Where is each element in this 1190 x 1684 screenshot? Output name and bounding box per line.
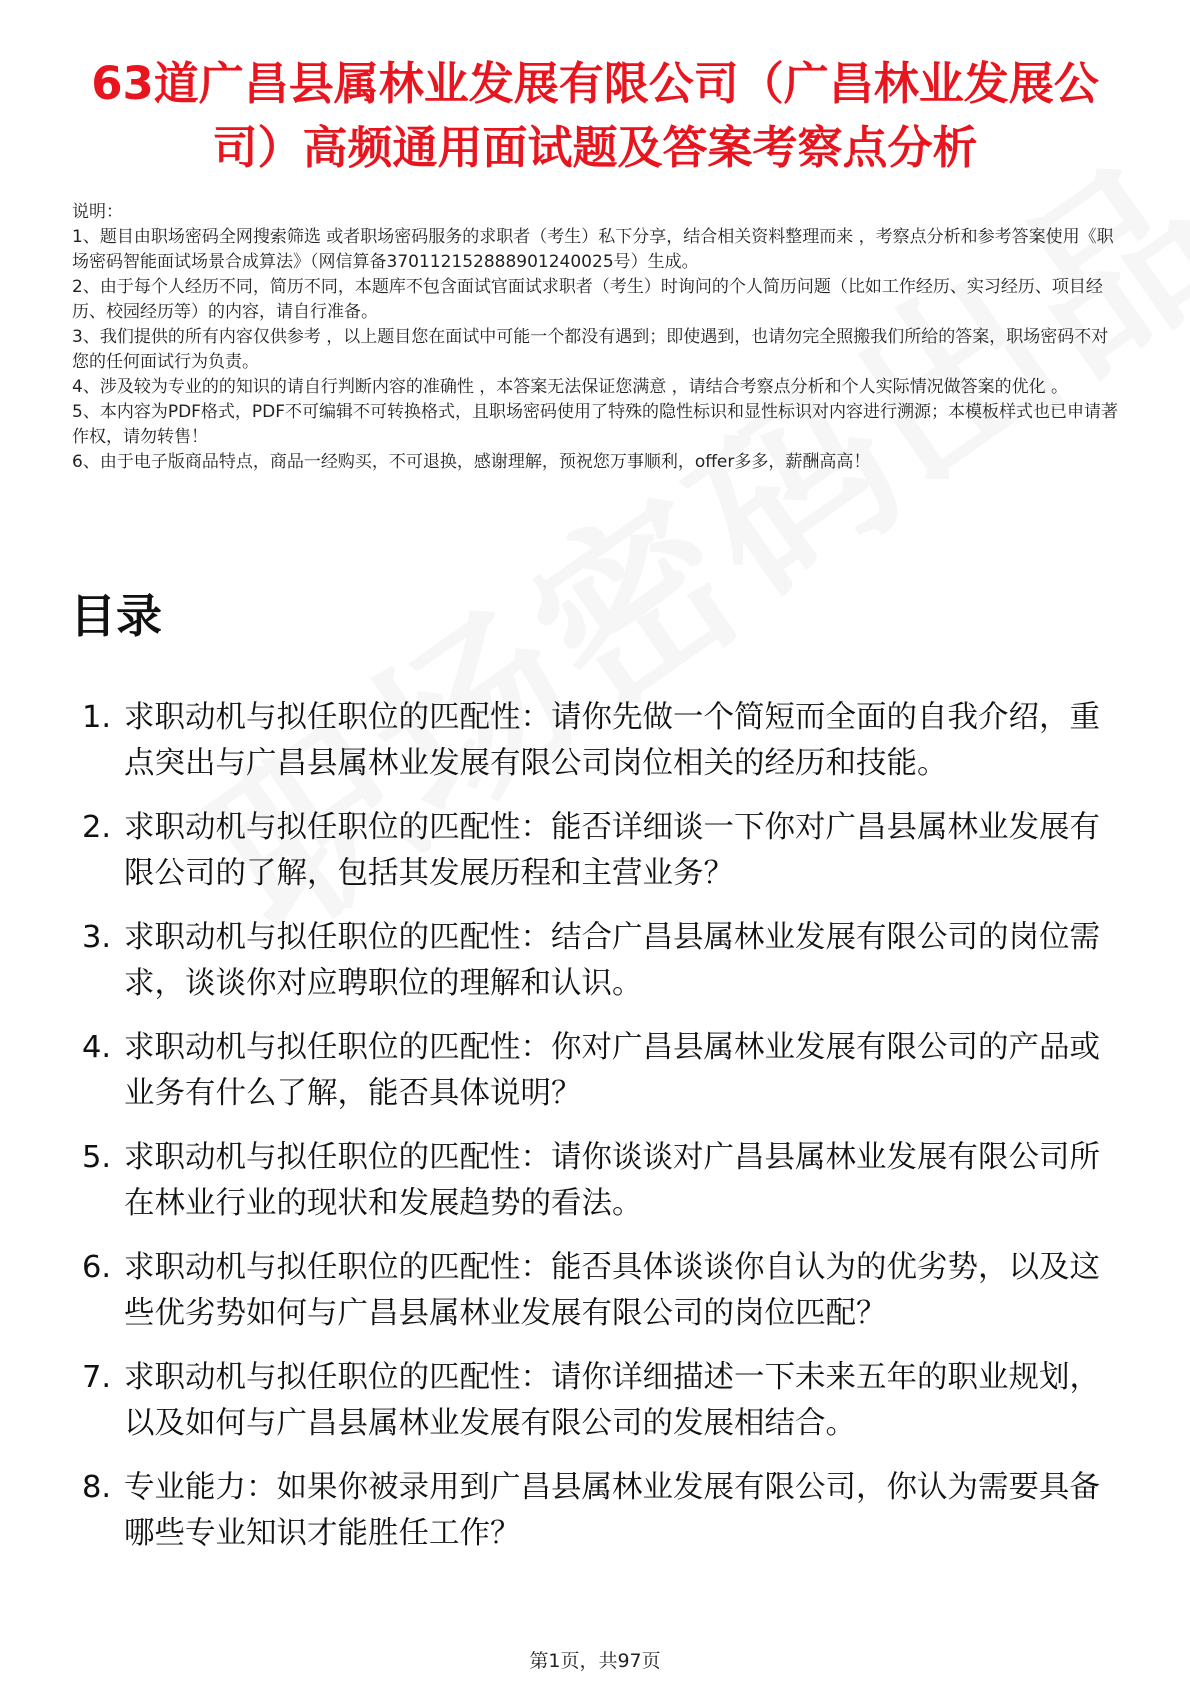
toc-item-text: 求职动机与拟任职位的匹配性：请你先做一个简短而全面的自我介绍，重点突出与广昌县属林业发展有限公司岗位相关的经历和技能。 xyxy=(124,700,1100,781)
toc-item-number: 1. xyxy=(82,700,112,735)
toc-item-number: 6. xyxy=(82,1250,112,1285)
notes-section xyxy=(72,200,1122,475)
toc-item-number: 7. xyxy=(82,1360,112,1395)
toc-item[interactable] xyxy=(82,695,1112,787)
toc-item-text: 求职动机与拟任职位的匹配性：请你详细描述一下未来五年的职业规划，以及如何与广昌县属林业发展有限公司的发展相结合。 xyxy=(124,1360,1100,1441)
toc-item-text: 求职动机与拟任职位的匹配性：你对广昌县属林业发展有限公司的产品或业务有什么了解，能否具体说明？ xyxy=(124,1030,1100,1111)
note-item: 6、由于电子版商品特点，商品一经购买，不可退换，感谢理解，预祝您万事顺利，offer多多，薪酬高高！ xyxy=(72,452,871,472)
toc-heading: 目录 xyxy=(70,589,162,643)
toc-item-number: 8. xyxy=(82,1470,112,1505)
toc-item-number: 5. xyxy=(82,1140,112,1175)
toc-item-number: 3. xyxy=(82,920,112,955)
note-item: 1、题目由职场密码全网搜索筛选 或者职场密码服务的求职者（考生）私下分享，结合相关资料整理而来 ，考察点分析和参考答案使用《职场密码智能面试场景合成算法》（网信算备370112152888901240025号）生成。 xyxy=(72,227,1114,272)
toc-item-text: 求职动机与拟任职位的匹配性：能否具体谈谈你自认为的优劣势，以及这些优劣势如何与广昌县属林业发展有限公司的岗位匹配？ xyxy=(124,1250,1100,1331)
toc-item[interactable] xyxy=(82,1245,1112,1337)
toc-item[interactable] xyxy=(82,1355,1112,1447)
note-item: 5、本内容为PDF格式，PDF不可编辑不可转换格式，且职场密码使用了特殊的隐性标识和显性标识对内容进行溯源；本模板样式也已申请著作权，请勿转售！ xyxy=(72,402,1119,447)
document-title: 63道广昌县属林业发展有限公司（广昌林业发展公司）高频通用面试题及答案考察点分析 xyxy=(91,57,1099,174)
notes-label: 说明： xyxy=(72,202,123,222)
toc-item[interactable] xyxy=(82,1025,1112,1117)
page-footer: 第1页，共97页 xyxy=(529,1650,661,1672)
toc-item[interactable] xyxy=(82,1465,1112,1557)
toc-item-number: 2. xyxy=(82,810,112,845)
table-of-contents xyxy=(82,695,1112,1575)
toc-item-text: 专业能力：如果你被录用到广昌县属林业发展有限公司，你认为需要具备哪些专业知识才能胜任工作？ xyxy=(124,1470,1100,1551)
toc-item-text: 求职动机与拟任职位的匹配性：结合广昌县属林业发展有限公司的岗位需求，谈谈你对应聘职位的理解和认识。 xyxy=(124,920,1100,1001)
toc-item[interactable] xyxy=(82,1135,1112,1227)
note-item: 3、我们提供的所有内容仅供参考 ，以上题目您在面试中可能一个都没有遇到；即使遇到，也请勿完全照搬我们所给的答案，职场密码不对您的任何面试行为负责。 xyxy=(72,327,1109,372)
toc-item[interactable] xyxy=(82,805,1112,897)
note-item: 4、涉及较为专业的的知识的请自行判断内容的准确性 ，本答案无法保证您满意 ，请结合考察点分析和个人实际情况做答案的优化 。 xyxy=(72,377,1069,397)
toc-item-text: 求职动机与拟任职位的匹配性：能否详细谈一下你对广昌县属林业发展有限公司的了解，包括其发展历程和主营业务？ xyxy=(124,810,1100,891)
toc-item[interactable] xyxy=(82,915,1112,1007)
note-item: 2、由于每个人经历不同，简历不同，本题库不包含面试官面试求职者（考生）时询问的个人简历问题（比如工作经历、实习经历、项目经历、校园经历等）的内容，请自行准备。 xyxy=(72,277,1103,322)
toc-item-number: 4. xyxy=(82,1030,112,1065)
toc-item-text: 求职动机与拟任职位的匹配性：请你谈谈对广昌县属林业发展有限公司所在林业行业的现状和发展趋势的看法。 xyxy=(124,1140,1100,1221)
